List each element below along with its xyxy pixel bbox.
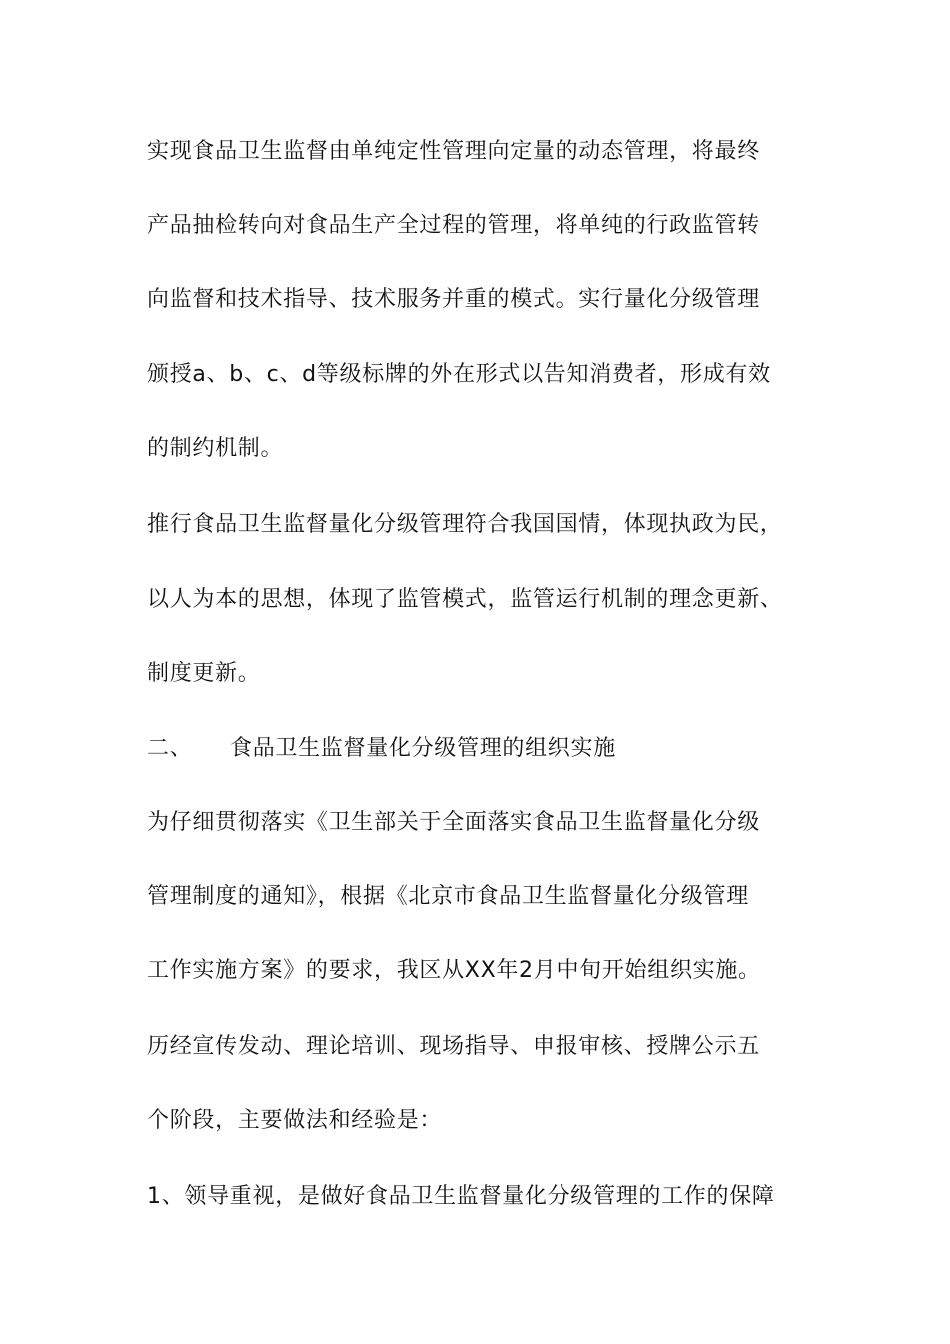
paragraph-line: 向监督和技术指导、技术服务并重的模式。实行量化分级管理 — [147, 287, 760, 312]
paragraph-line: 颁授a、b、c、d等级标牌的外在形式以告知消费者，形成有效 — [147, 362, 771, 387]
list-item: 1、领导重视，是做好食品卫生监督量化分级管理的工作的保障 — [147, 1184, 775, 1209]
section-number: 二、 — [147, 736, 193, 761]
paragraph-line: 以人为本的思想，体现了监管模式，监管运行机制的理念更新、 — [147, 587, 783, 612]
paragraph-line: 的制约机制。 — [147, 436, 284, 461]
paragraph-line: 制度更新。 — [147, 661, 261, 686]
section-title: 食品卫生监督量化分级管理的组织实施 — [230, 736, 616, 761]
paragraph-line: 工作实施方案》的要求，我区从XX年2月中旬开始组织实施。 — [147, 958, 761, 983]
paragraph-line: 推行食品卫生监督量化分级管理符合我国国情，体现执政为民， — [147, 512, 783, 537]
paragraph-line: 实现食品卫生监督由单纯定性管理向定量的动态管理，将最终 — [147, 139, 760, 164]
section-heading — [147, 729, 847, 769]
paragraph-line: 为仔细贯彻落实《卫生部关于全面落实食品卫生监督量化分级 — [147, 810, 760, 835]
paragraph-line: 管理制度的通知》，根据《北京市食品卫生监督量化分级管理 — [147, 884, 749, 909]
paragraph-line: 产品抽检转向对食品生产全过程的管理，将单纯的行政监管转 — [147, 213, 760, 238]
paragraph-line: 历经宣传发动、理论培训、现场指导、申报审核、授牌公示五 — [147, 1034, 760, 1059]
paragraph-line: 个阶段，主要做法和经验是： — [147, 1108, 443, 1133]
